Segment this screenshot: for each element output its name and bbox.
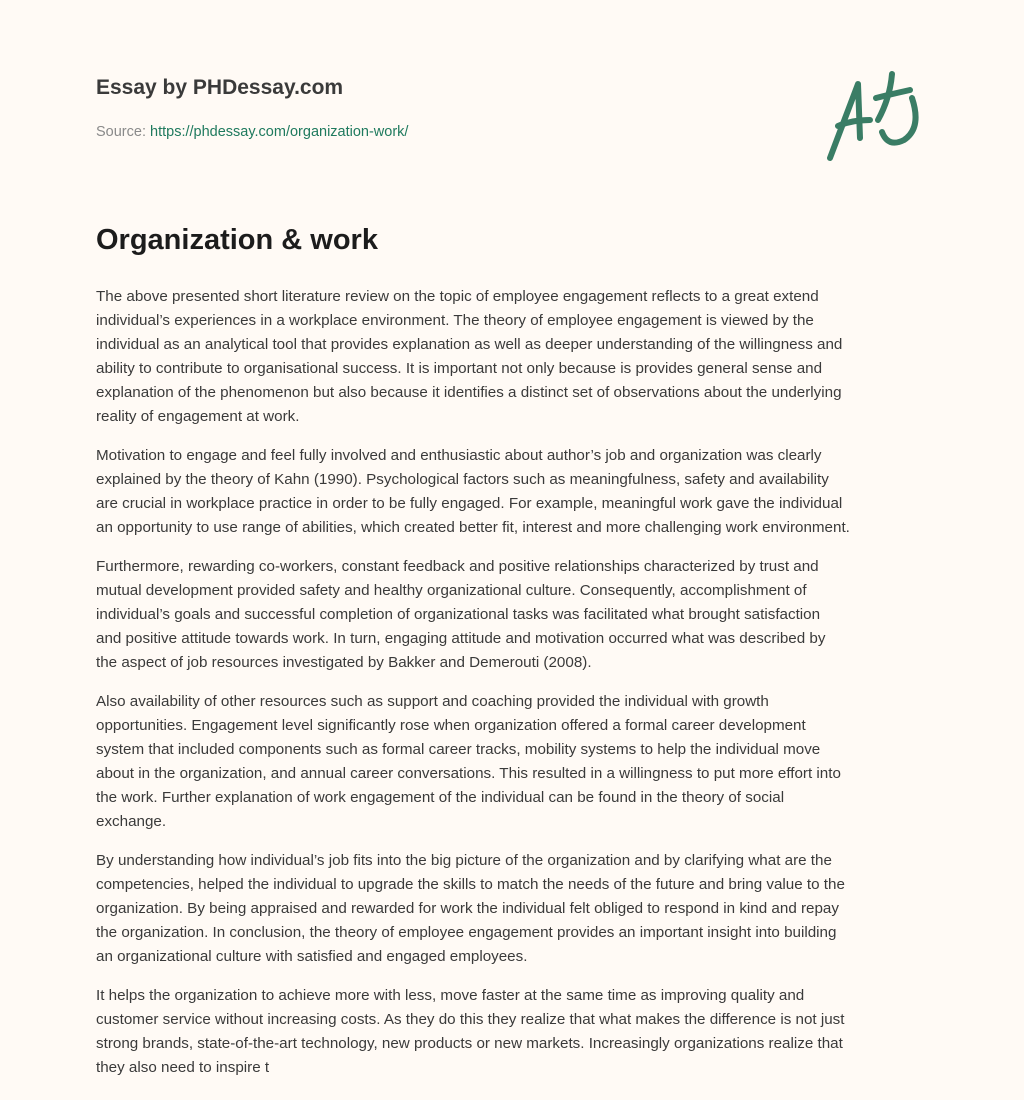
paragraph-line: It helps the organization to achieve more with less, move faster at the same time as improving quality and [96,987,805,1004]
paragraph-line: Also availability of other resources such as support and coaching provided the individual with growth [96,693,769,710]
essay-paragraph [96,285,946,429]
paragraph-line: and positive attitude towards work. In turn, engaging attitude and motivation occurred what was described by [96,630,826,647]
paragraph-line: are crucial in workplace practice in order to be fully engaged. For example, meaningful work gave the individual [96,495,843,512]
paragraph-line: customer service without increasing costs. As they do this they realize that what makes the difference is not just [96,1011,845,1028]
essay-paragraph [96,690,946,834]
paragraph-line: explained by the theory of Kahn (1990). Psychological factors such as meaningfulness, safety and availability [96,471,829,488]
paragraph-line: the organization. In conclusion, the theory of employee engagement provides an important insight into building [96,924,837,941]
source-line [96,124,408,140]
paragraph-line: strong brands, state-of-the-art technology, new products or new markets. Increasingly organizations realize that [96,1035,843,1052]
paragraph-line: opportunities. Engagement level significantly rose when organization offered a formal career development [96,717,806,734]
essay-body [96,285,946,1095]
paragraph-line: individual’s goals and successful completion of organizational tasks was facilitated what brought satisfaction [96,606,821,623]
paragraph-line: The above presented short literature review on the topic of employee engagement reflects to a great extend [96,288,819,305]
source-link[interactable]: https://phdessay.com/organization-work/ [150,124,409,140]
paragraph-line: reality of engagement at work. [96,408,300,425]
paragraph-line: about in the organization, and annual career conversations. This resulted in a willingness to put more effort into [96,765,841,782]
paragraph-line: organization. By being appraised and rewarded for work the individual felt obliged to respond in kind and repay [96,900,839,917]
paragraph-line: exchange. [96,813,167,830]
paragraph-line: the aspect of job resources investigated by Bakker and Demerouti (2008). [96,654,592,671]
essay-paragraph [96,849,946,969]
essay-paragraph [96,984,946,1080]
source-label: Source: [96,124,146,140]
paragraph-line: explanation of the phenomenon but also because it identifies a distinct set of observations about the underlying [96,384,842,401]
paragraph-line: individual’s experiences in a workplace environment. The theory of employee engagement is viewed by the [96,312,814,329]
paragraph-line: ability to contribute to organisational success. It is important not only because is provides general sense and [96,360,823,377]
essay-paragraph [96,555,946,675]
paragraph-line: Furthermore, rewarding co-workers, constant feedback and positive relationships characterized by trust and [96,558,819,575]
paragraph-line: Motivation to engage and feel fully involved and enthusiastic about author’s job and organization was clearly [96,447,822,464]
paragraph-line: an organizational culture with satisfied and engaged employees. [96,948,528,965]
paragraph-line: the work. Further explanation of work engagement of the individual can be found in the theory of social [96,789,785,806]
paragraph-line: system that included components such as formal career tracks, mobility systems to help the individual move [96,741,821,758]
a-plus-logo [818,68,928,168]
paragraph-line: competencies, helped the individual to upgrade the skills to match the needs of the future and bring value to the [96,876,845,893]
paragraph-line: By understanding how individual’s job fits into the big picture of the organization and by clarifying what are the [96,852,832,869]
paragraph-line: individual as an analytical tool that provides explanation as well as deeper understanding of the willingness and [96,336,843,353]
brand-title: Essay by PHDessay.com [96,76,344,99]
paragraph-line: an opportunity to use range of abilities, which created better fit, interest and more challenging work environment. [96,519,850,536]
essay-paragraph [96,444,946,540]
paragraph-line: mutual development provided safety and healthy organizational culture. Consequently, accomplishment of [96,582,807,599]
paragraph-line: they also need to inspire t [96,1059,270,1076]
page-title: Organization & work [96,224,378,256]
